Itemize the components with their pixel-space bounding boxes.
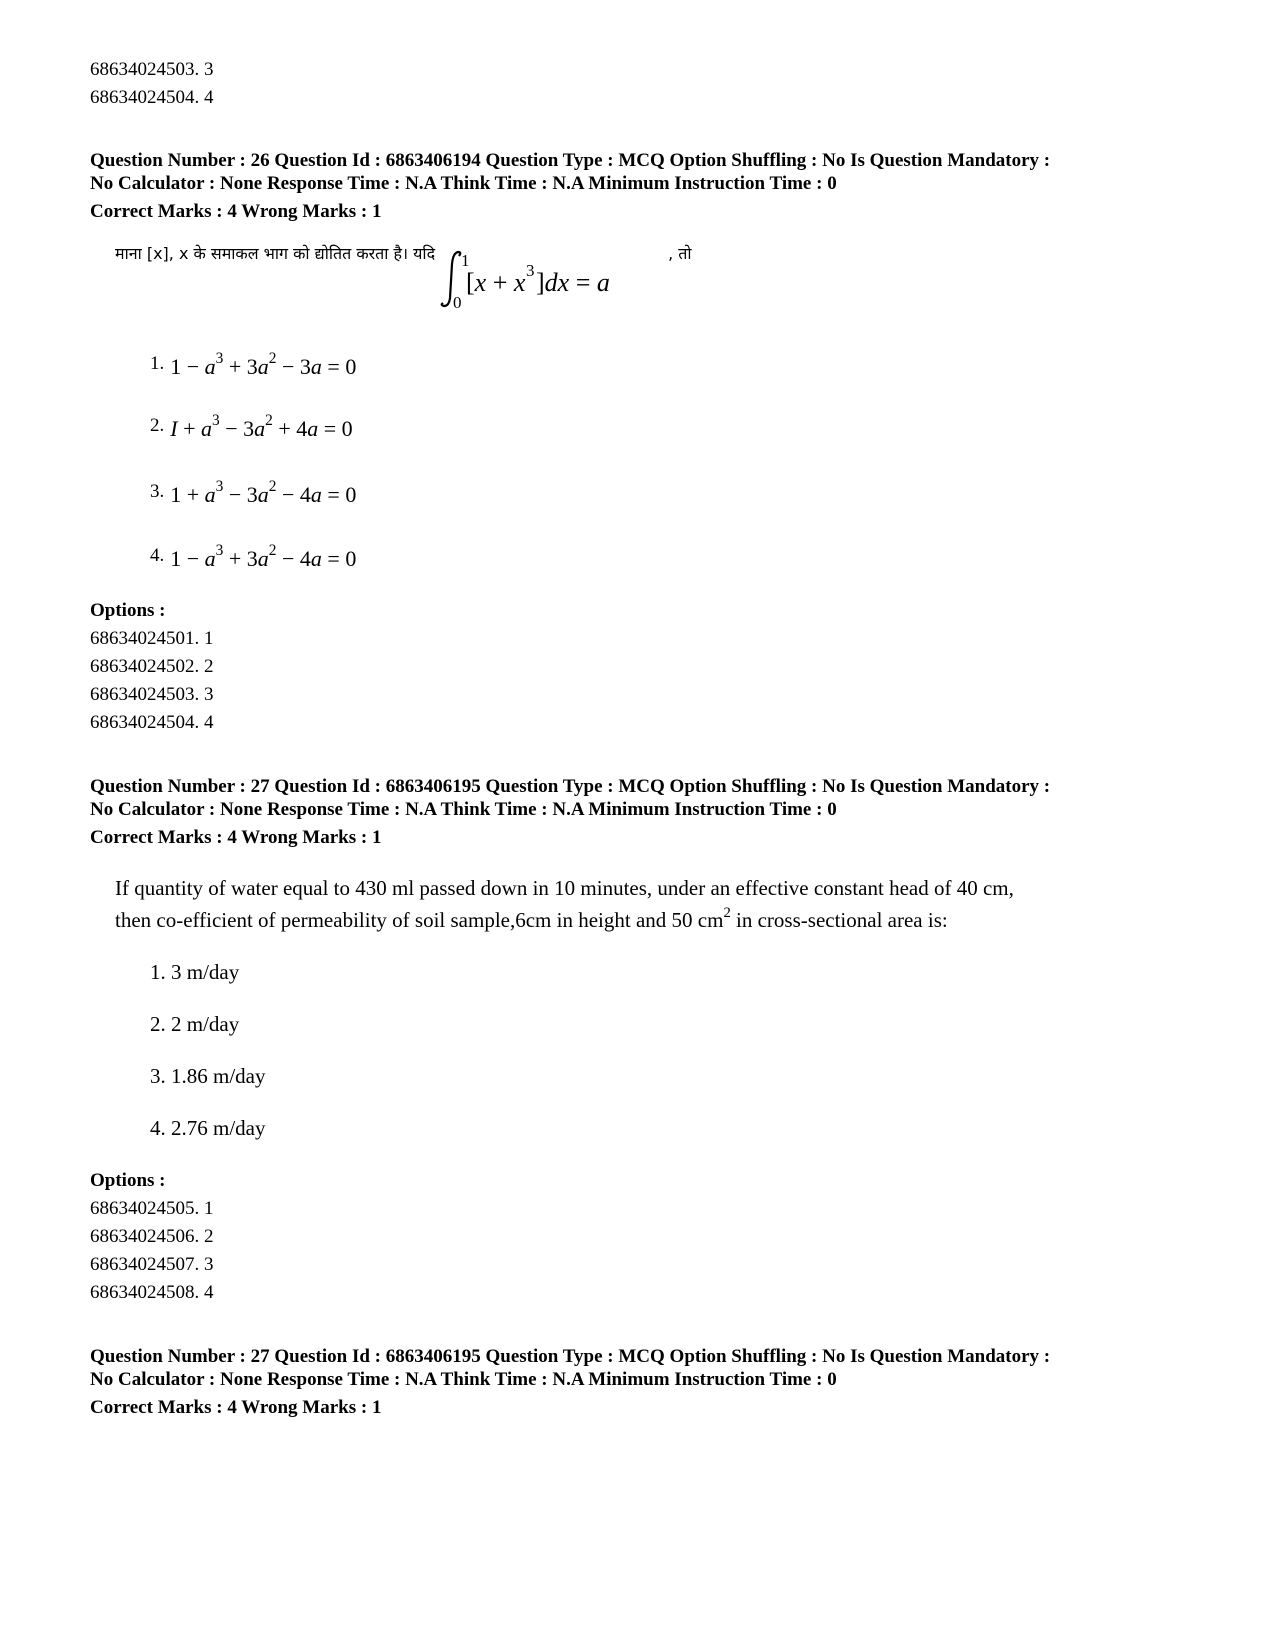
- q27-stem-line2-a: then co-efficient of permeability of soil sample,6cm in height and 50 cm: [115, 908, 724, 932]
- option-line: 68634024503. 3: [90, 684, 214, 705]
- q26-meta-line2: No Calculator : None Response Time : N.A Think Time : N.A Minimum Instruction Time : 0: [90, 173, 837, 194]
- option-line: 68634024507. 3: [90, 1254, 214, 1275]
- q26-marks: Correct Marks : 4 Wrong Marks : 1: [90, 201, 382, 222]
- q27b-meta-line2: No Calculator : None Response Time : N.A Think Time : N.A Minimum Instruction Time : 0: [90, 1369, 837, 1390]
- q27-choice-2: 2. 2 m/day: [150, 1012, 240, 1036]
- q27b-marks: Correct Marks : 4 Wrong Marks : 1: [90, 1397, 382, 1418]
- q27-stem-line1: If quantity of water equal to 430 ml passed down in 10 minutes, under an effective constant head of 40 cm,: [115, 876, 1014, 900]
- svg-text:]dx = a: ]dx = a: [536, 268, 610, 297]
- svg-text:0: 0: [453, 293, 462, 310]
- q27b-meta-line1: Question Number : 27 Question Id : 6863406195 Question Type : MCQ Option Shuffling : No Is Question Mandatory :: [90, 1346, 1051, 1367]
- option-line: 68634024508. 4: [90, 1282, 214, 1303]
- q26-meta-line1: Question Number : 26 Question Id : 6863406194 Question Type : MCQ Option Shuffling : No Is Question Mandatory :: [90, 150, 1051, 171]
- integral-expression: [439, 250, 664, 310]
- q26-choice-1: 1. $1 - a^3 + 3a^2 - 3a = 0$: [150, 350, 357, 379]
- q27-meta-line2: No Calculator : None Response Time : N.A Think Time : N.A Minimum Instruction Time : 0: [90, 799, 837, 820]
- q26-choice-2: 2. $I + a^3 - 3a^2 + 4a = 0$: [150, 412, 353, 441]
- q27-choice-3: 3. 1.86 m/day: [150, 1064, 266, 1088]
- option-line: 68634024506. 2: [90, 1226, 214, 1247]
- q27-stem-line2: [115, 903, 948, 937]
- q27-meta-line1: Question Number : 27 Question Id : 6863406195 Question Type : MCQ Option Shuffling : No Is Question Mandatory :: [90, 776, 1051, 797]
- q27-choice-4: 4. 2.76 m/day: [150, 1116, 266, 1140]
- q26-stem: [115, 244, 692, 310]
- q26-choice-4: 4. $1 - a^3 + 3a^2 - 4a = 0$: [150, 542, 357, 571]
- q27-stem-sup: 2: [723, 904, 731, 921]
- option-line: 68634024502. 2: [90, 656, 214, 677]
- q26-stem-tail: , तो: [668, 244, 692, 263]
- q26-stem-text: माना [x], x के समाकल भाग को द्योतित करता है। यदि: [115, 244, 436, 263]
- q26-choice-3: 3. $1 + a^3 - 3a^2 - 4a = 0$: [150, 478, 357, 507]
- svg-text:1: 1: [461, 251, 470, 270]
- integral-formula: [439, 250, 664, 310]
- svg-text:3: 3: [526, 261, 535, 280]
- option-line: 68634024505. 1: [90, 1198, 214, 1219]
- option-line: 68634024504. 4: [90, 87, 214, 108]
- q27-options-label: Options :: [90, 1170, 166, 1191]
- option-line: 68634024503. 3: [90, 59, 214, 80]
- svg-text:[x + x: [x + x: [466, 268, 526, 297]
- option-line: 68634024504. 4: [90, 712, 214, 733]
- q27-choice-1: 1. 3 m/day: [150, 960, 240, 984]
- q27-stem-line2-b: in cross-sectional area is:: [730, 908, 948, 932]
- option-line: 68634024501. 1: [90, 628, 214, 649]
- q26-options-label: Options :: [90, 600, 166, 621]
- q27-marks: Correct Marks : 4 Wrong Marks : 1: [90, 827, 382, 848]
